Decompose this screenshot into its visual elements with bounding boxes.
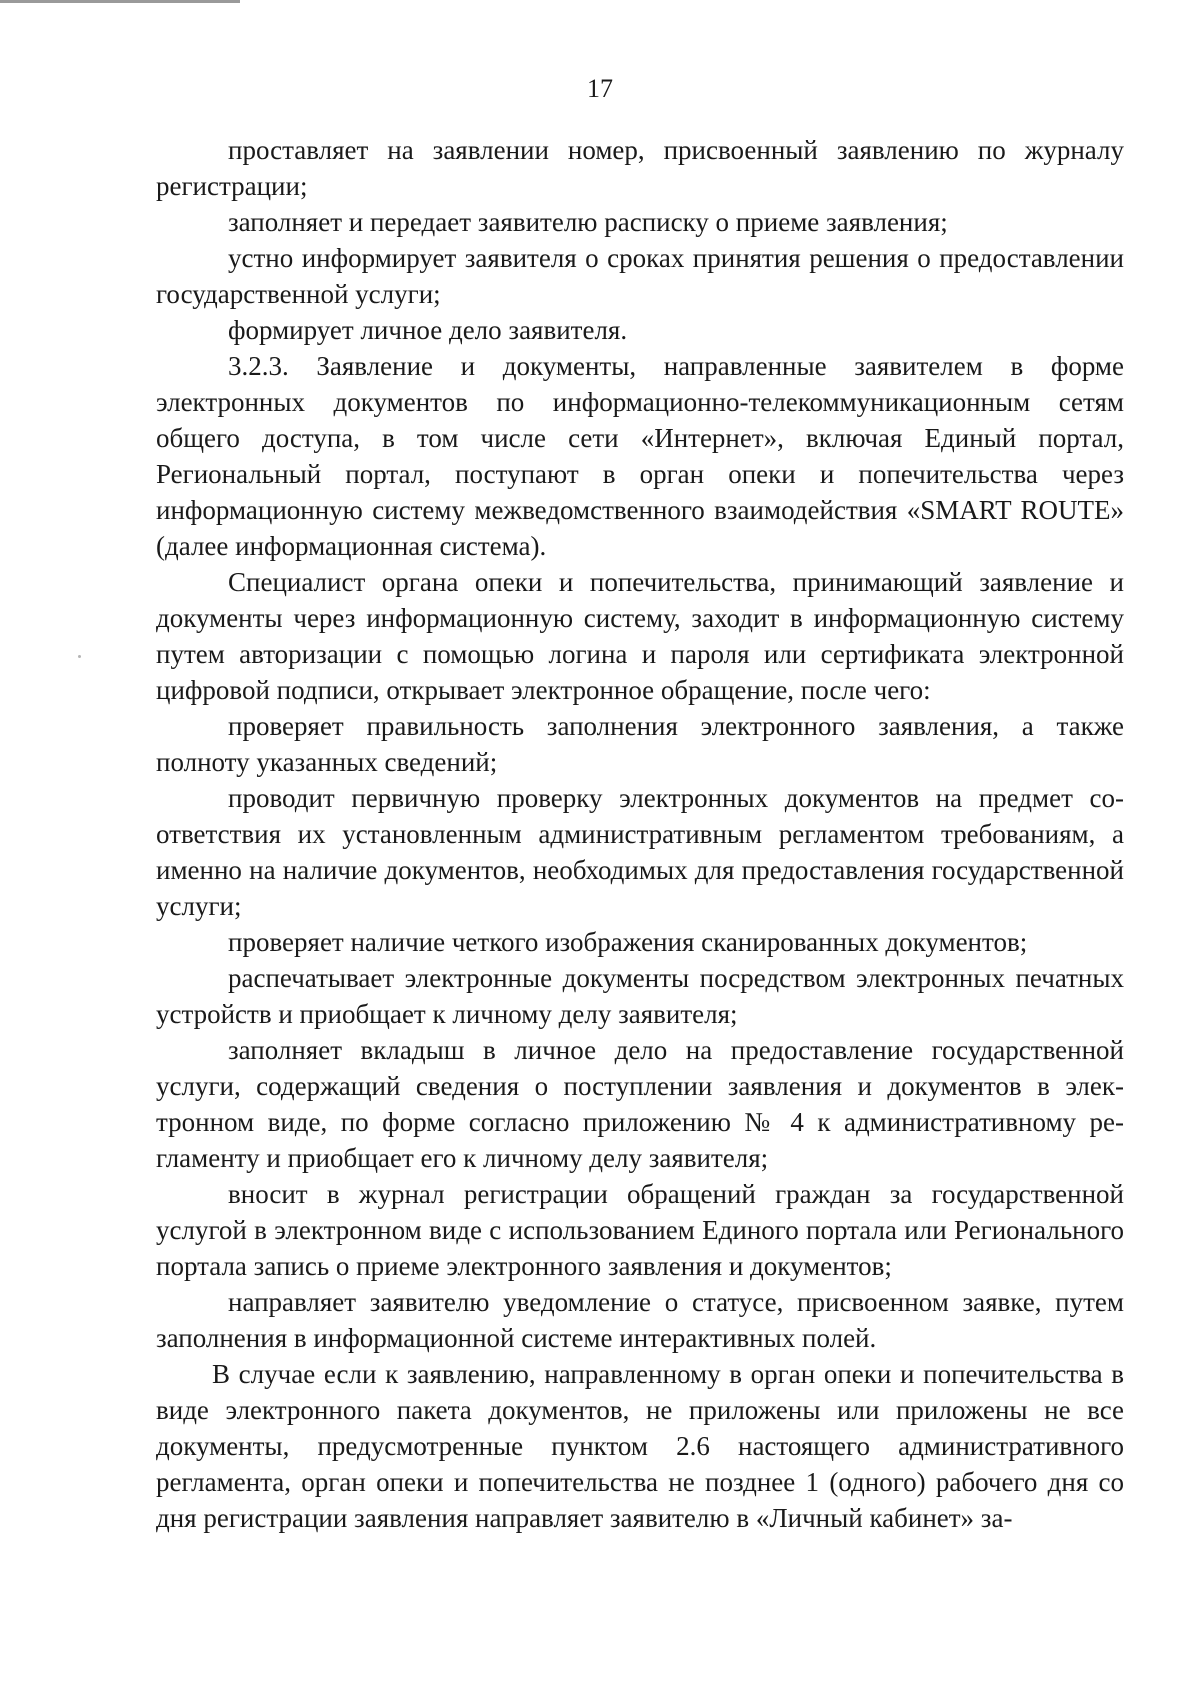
paragraph-2: заполняет и передает заявителю расписку о приеме заявления; [228,207,948,237]
scan-artifact-dot [78,655,81,658]
paragraph-10: распечатывает электронные документы посредством электронных печатных устройств и приобщает к личному делу заявителя; [156,963,1124,1029]
paragraph-11: заполняет вкладыш в личное дело на предоставление государственной услуги, содержащий сведения о поступлении заявления и документов в электронном виде, по форме согласно приложению № 4 к административному регламенту и приобщает его к личному делу заявителя; [156,1035,1124,1173]
paragraph-8: проводит первичную проверку электронных документов на предмет соответствия их установленным административным регламентом требованиям, а именно на наличие документов, необходимых для предоставления государственной услуги; [156,783,1124,921]
paragraph-4: формирует личное дело заявителя. [228,315,628,345]
paragraph-9: проверяет наличие четкого изображения сканированных документов; [228,927,1028,957]
paragraph-5: 3.2.3. Заявление и документы, направленные заявителем в форме электронных документов по информационно-телекоммуникационным сетям общего доступа, в том числе сети «Интернет», включая Единый портал, Региональный портал, поступают в орган опеки и попечительства через информационную систему межведомственного взаимодействия «SMART ROUTE» (далее информационная система). [156,351,1124,561]
scan-edge-line [0,0,240,3]
paragraph-13: направляет заявителю уведомление о статусе, присвоенном заявке, путем заполнения в информационной системе интерактивных полей. [156,1287,1124,1353]
paragraph-12: вносит в журнал регистрации обращений граждан за государственной услугой в электронном виде с использованием Единого портала или Регионального портала запись о приеме электронного заявления и документов; [156,1179,1124,1281]
page-number: 17 [587,74,613,103]
paragraph-14: В случае если к заявлению, направленному в орган опеки и попечительства в виде электронного пакета документов, не приложены или приложены не все документы, предусмотренные пунктом 2.6 настоящего административного регламента, орган опеки и попечительства не позднее 1 (одного) рабочего дня со дня регистрации заявления направляет заявителю в «Личный кабинет» за- [156,1359,1124,1533]
document-body [156,132,1124,1536]
paragraph-6: Специалист органа опеки и попечительства, принимающий заявление и документы через информационную систему, заходит в информационную систему путем авторизации с помощью логина и пароля или сертификата электронной цифровой подписи, открывает электронное обращение, после чего: [156,567,1124,705]
paragraph-7: проверяет правильность заполнения электронного заявления, а также полноту указанных сведений; [156,711,1124,777]
paragraph-3: устно информирует заявителя о сроках принятия решения о предоставлении государственной услуги; [156,243,1124,309]
paragraph-1: проставляет на заявлении номер, присвоенный заявлению по журналу регистрации; [156,135,1124,201]
